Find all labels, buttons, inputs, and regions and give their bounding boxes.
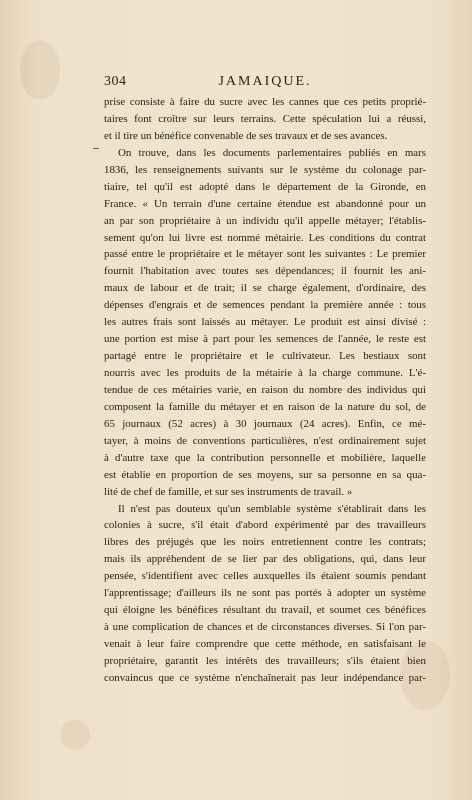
text-line: propriétaire, garantit les intérêts des travailleurs; s'ils étaient bien bbox=[104, 654, 426, 667]
text-line: passé entre le propriétaire et le métayer sont les suivantes : Le premier bbox=[104, 248, 426, 261]
text-line: pensée, s'identifient avec celles auxquelles ils étaient soumis pendant bbox=[104, 570, 426, 583]
text-line: qui éloigne les bénéfices résultant du travail, et soumet ces bénéfices bbox=[104, 604, 426, 617]
text-line: Il n'est pas douteux qu'un semblable système s'établirait dans les bbox=[118, 502, 426, 515]
text-line: partagé entre le propriétaire et le cultivateur. Les bestiaux sont bbox=[104, 350, 426, 363]
body-text bbox=[104, 94, 426, 687]
text-line: tayer, à moins de conventions particulières, n'est ordinairement sujet bbox=[104, 434, 426, 447]
text-line: tendue de ces métairies varie, en raison du nombre des individus qui bbox=[104, 383, 426, 396]
text-line: tiaire, tel qu'il est adopté dans le département de la Gironde, en bbox=[104, 180, 426, 193]
text-line: venait à leur faire comprendre que cette méthode, en satisfaisant le bbox=[104, 638, 426, 650]
text-line: fournit l'habitation avec toutes ses dépendances; il fournit les ani- bbox=[104, 265, 426, 278]
page-stain bbox=[20, 40, 60, 100]
text-line: France. « Un terrain d'une certaine étendue est abandonné pour un bbox=[104, 197, 426, 210]
text-line: sement qu'on lui livre est nommé métairie. Les conditions du contrat bbox=[104, 231, 426, 244]
text-line: nourris avec les produits de la métairie à la charge commune. L'é- bbox=[104, 367, 426, 379]
text-line: dépenses d'engrais et de semences pendant la première année : tous bbox=[104, 299, 426, 312]
text-line: maux de labour et de trait; il se charge également, d'ordinaire, des bbox=[104, 282, 426, 295]
margin-mark bbox=[93, 148, 99, 149]
page-stain bbox=[60, 720, 90, 750]
text-line: taires font croître sur leurs terrains. Cette spéculation lui a réussi, bbox=[104, 112, 426, 125]
text-line: On trouve, dans les documents parlementaires publiés en mars bbox=[118, 146, 426, 159]
text-line: une portion est mise à part pour les semences de l'année, le reste est bbox=[104, 333, 426, 346]
text-line: lité de chef de famille, et sur ses instruments de travail. » bbox=[104, 485, 353, 498]
text-line: 65 journaux (52 acres) à 30 journaux (24 acres). Enfin, ce mé- bbox=[104, 417, 426, 430]
text-line: composent la famille du métayer et en raison de la nature du sol, de bbox=[104, 400, 426, 413]
running-head: JAMAIQUE. bbox=[218, 74, 312, 89]
text-line: les autres frais sont laissés au métayer. Le produit est ainsi divisé : bbox=[104, 316, 426, 329]
text-line: colonies à sucre, s'il était d'abord expérimenté par des travailleurs bbox=[104, 519, 426, 532]
text-line: convaincus que ce système n'enchaînerait pas leur indépendance par- bbox=[104, 671, 426, 684]
text-line: à d'autre taxe que la contribution personnelle et mobilière, laquelle bbox=[104, 451, 426, 464]
text-line: est établie en proportion de ses moyens, sur sa personne en sa qua- bbox=[104, 468, 426, 481]
text-line: mais ils appréhendent de se lier par des obligations, qui, dans leur bbox=[104, 553, 426, 566]
page-number: 304 bbox=[104, 74, 127, 89]
text-line: libres des préjugés que les noirs entretiennent contre les contrats; bbox=[104, 536, 426, 549]
text-line: et il tire un bénéfice convenable de ses travaux et de ses avances. bbox=[104, 129, 388, 142]
page-header bbox=[104, 74, 426, 90]
text-line: an par son propriétaire à un individu qu'il appelle métayer; l'établis- bbox=[104, 214, 426, 227]
text-line: 1836, les renseignements suivants sur le système du colonage par- bbox=[104, 163, 426, 176]
text-line: l'apprentissage; d'ailleurs ils ne sont pas portés à adopter un système bbox=[104, 587, 426, 600]
text-line: à une complication de chances et de circonstances diverses. Si l'on par- bbox=[104, 621, 426, 634]
text-line: prise consiste à faire du sucre avec les cannes que ces petits proprié- bbox=[104, 96, 426, 108]
